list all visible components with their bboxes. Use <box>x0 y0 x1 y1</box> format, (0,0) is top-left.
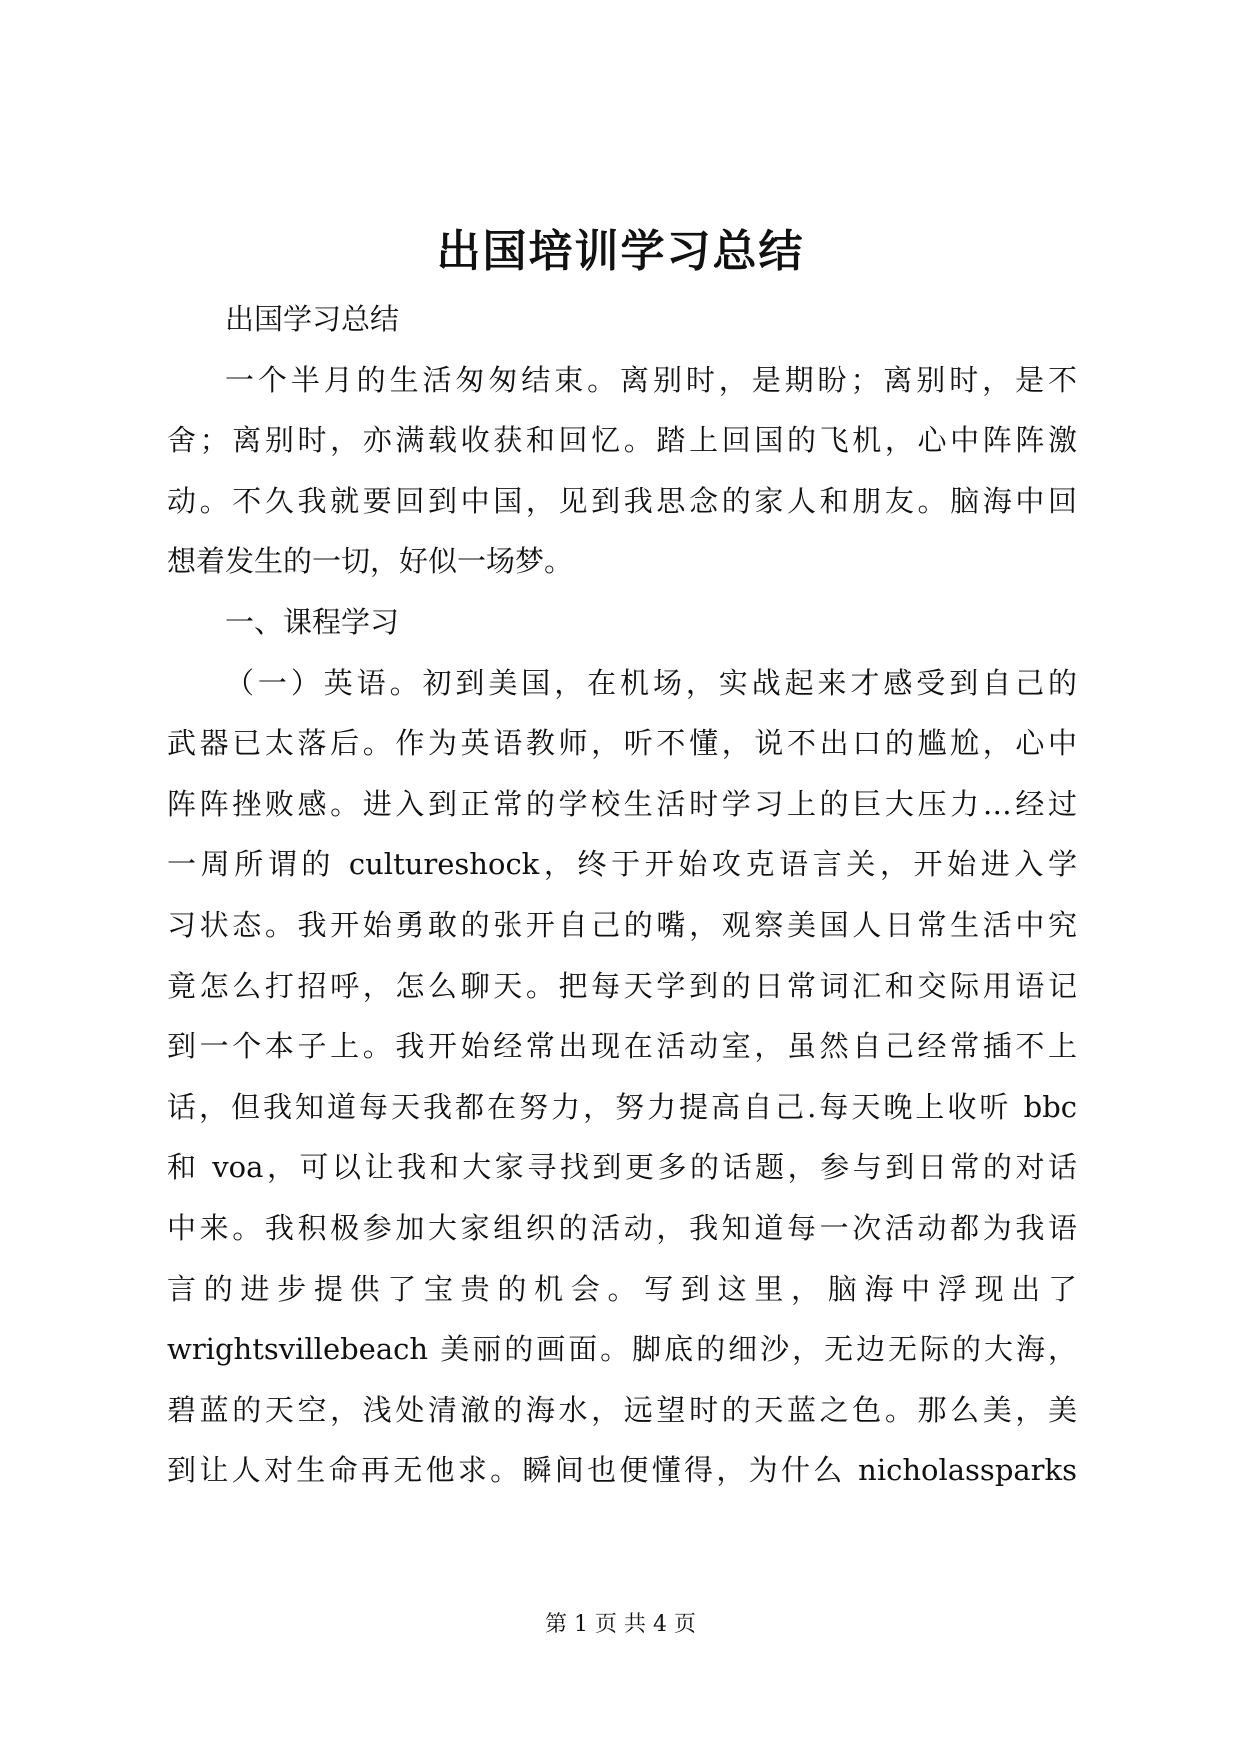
text-line: 言的进步提供了宝贵的机会。写到这里，脑海中浮现出了 <box>167 1271 1077 1306</box>
text-line: 一个半月的生活匆匆结束。离别时，是期盼；离别时，是不 <box>225 362 1077 397</box>
text-line: 到一个本子上。我开始经常出现在活动室，虽然自己经常插不上 <box>167 1029 1077 1064</box>
text-line: 中来。我积极参加大家组织的活动，我知道每一次活动都为我语 <box>167 1210 1077 1245</box>
text-line: （一）英语。初到美国，在机场，实战起来才感受到自己的 <box>225 665 1077 700</box>
text-line: 话，但我知道每天我都在努力，努力提高自己.每天晚上收听 bbc <box>167 1089 1077 1124</box>
text-line: 到让人对生命再无他求。瞬间也便懂得，为什么 nicholassparks <box>167 1453 1077 1488</box>
text-line: 舍；离别时，亦满载收获和回忆。踏上回国的飞机，心中阵阵激 <box>167 423 1077 458</box>
document-body <box>167 289 1077 1501</box>
text-line: 武器已太落后。作为英语教师，听不懂，说不出口的尴尬，心中 <box>167 726 1077 761</box>
text-line: 碧蓝的天空，浅处清澈的海水，远望时的天蓝之色。那么美，美 <box>167 1392 1077 1427</box>
text-line: 竟怎么打招呼，怎么聊天。把每天学到的日常词汇和交际用语记 <box>167 968 1077 1003</box>
page-number-footer: 第 1 页 共 4 页 <box>545 1612 696 1637</box>
text-line: wrightsvillebeach 美丽的画面。脚底的细沙，无边无际的大海， <box>167 1332 1077 1367</box>
text-line: 出国学习总结 <box>225 302 400 336</box>
document-title: 出国培训学习总结 <box>436 226 805 277</box>
text-line: 想着发生的一切，好似一场梦。 <box>167 544 574 579</box>
text-line: 习状态。我开始勇敢的张开自己的嘴，观察美国人日常生活中究 <box>167 907 1077 942</box>
text-line: 阵阵挫败感。进入到正常的学校生活时学习上的巨大压力…经过 <box>167 786 1077 821</box>
text-line: 一周所谓的 cultureshock，终于开始攻克语言关，开始进入学 <box>167 847 1077 882</box>
text-line: 动。不久我就要回到中国，见到我思念的家人和朋友。脑海中回 <box>167 483 1077 518</box>
text-line: 和 voa，可以让我和大家寻找到更多的话题，参与到日常的对话 <box>167 1150 1077 1185</box>
text-line: 一、课程学习 <box>225 604 400 639</box>
